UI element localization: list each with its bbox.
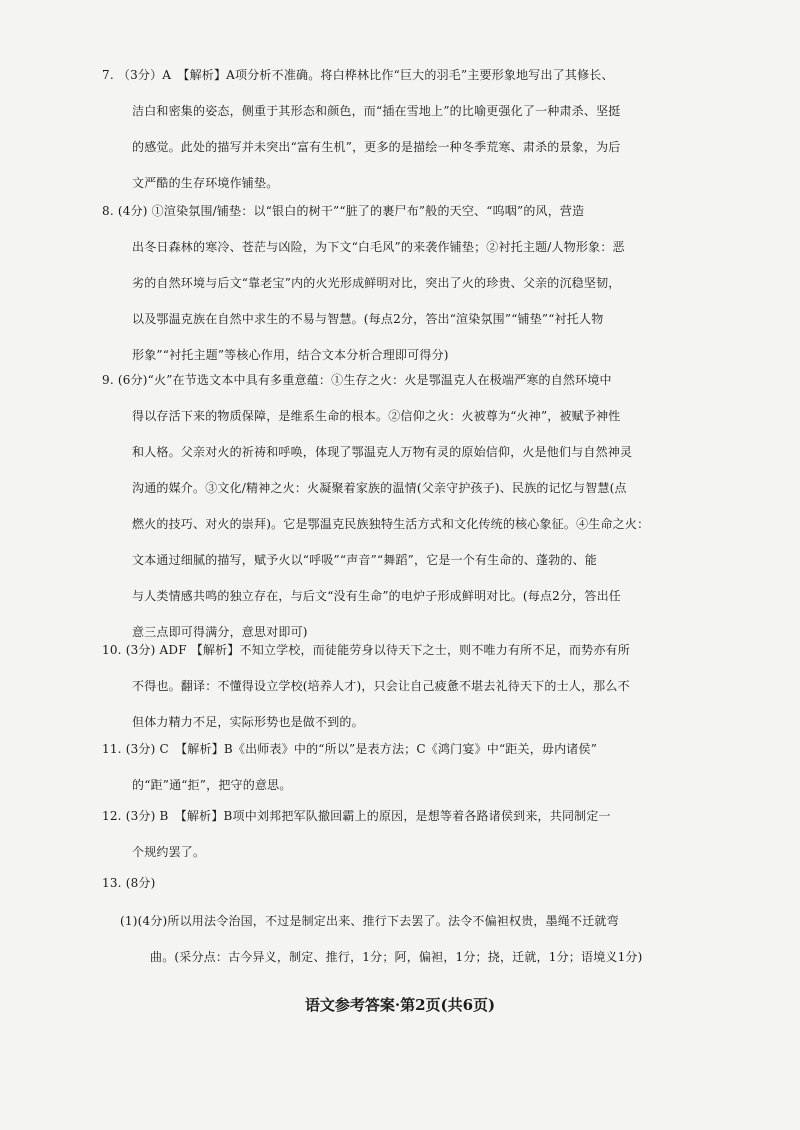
text-line: 燃火的技巧、对火的崇拜)。它是鄂温克民族独特生活方式和文化传统的核心象征。④生命之火： <box>132 517 650 531</box>
answer-q7 <box>102 57 702 201</box>
text-line: 13. (8分) <box>102 876 156 890</box>
text-line: 11. (3分) C 【解析】B《出师表》中的“所以”是表方法；C《鸿门宴》中“距关，毋内诸侯” <box>102 742 598 756</box>
text-line: 曲。(采分点：古今异义，制定、推行，1分；阿，偏袒，1分；挠，迁就，1分；语境义1分) <box>150 950 643 964</box>
text-line: 7. （3分）A 【解析】A项分析不准确。将白桦林比作“巨大的羽毛”主要形象地写出了其修长、 <box>102 68 614 82</box>
text-line: 10. (3分) ADF 【解析】不知立学校，而徒能劳身以待天下之士，则不唯力有所不足，而势亦有所 <box>102 643 630 657</box>
text-line: 以及鄂温克族在自然中求生的不易与智慧。(每点2分，答出“渲染氛围”“铺垫”“衬托人物 <box>132 312 604 326</box>
text-line: 的“距”通“拒”，把守的意思。 <box>132 778 292 792</box>
text-line: 与人类情感共鸣的独立存在，与后文“没有生命”的电炉子形成鲜明对比。(每点2分，答出任 <box>132 589 621 603</box>
text-line: 个规约罢了。 <box>132 845 206 859</box>
answer-q13-1 <box>102 903 702 975</box>
answer-q8 <box>102 193 702 373</box>
text-line: 和人格。父亲对火的祈祷和呼唤，体现了鄂温克人万物有灵的原始信仰，火是他们与自然神灵 <box>132 445 633 459</box>
text-line: 劣的自然环境与后文“靠老宝”内的火光形成鲜明对比，突出了火的珍贵、父亲的沉稳坚韧， <box>132 276 621 290</box>
text-line: 文严酷的生存环境作铺垫。 <box>132 176 279 190</box>
answer-q11 <box>102 731 702 803</box>
text-line: 沟通的媒介。③文化/精神之火：火凝聚着家族的温情(父亲守护孩子)、民族的记忆与智慧(点 <box>132 481 627 495</box>
text-line: 的感觉。此处的描写并未突出“富有生机”，更多的是描绘一种冬季荒寒、肃杀的景象，为后 <box>132 140 621 154</box>
text-line: 出冬日森林的寒冷、苍茫与凶险，为下文“白毛风”的来袭作铺垫；②衬托主题/人物形象：恶 <box>132 240 625 254</box>
text-line: 得以存活下来的物质保障，是维系生命的根本。②信仰之火：火被尊为“火神”，被赋予神性 <box>132 409 621 423</box>
answer-q13 <box>102 865 702 901</box>
text-line: 文本通过细腻的描写，赋予火以“呼吸”“声音”“舞蹈”，它是一个有生命的、蓬勃的、能 <box>132 553 598 567</box>
page-footer: 语文参考答案·第2页(共6页) <box>304 996 496 1014</box>
text-line: 8. (4分) ①渲染氛围/铺垫：以“银白的树干”“脏了的裹尸布”般的天空、“呜咽”的风，营造 <box>102 204 585 218</box>
text-line: 12. (3分) B 【解析】B项中刘邦把军队撤回霸上的原因，是想等着各路诸侯到来，共同制定一 <box>102 809 611 823</box>
text-line: 但体力精力不足，实际形势也是做不到的。 <box>132 715 364 729</box>
answer-q10 <box>102 632 702 740</box>
answer-q12 <box>102 798 702 870</box>
text-line: 意三点即可得满分，意思对即可) <box>132 625 308 639</box>
answer-q9 <box>102 362 702 650</box>
text-line: 不得也。翻译：不懂得设立学校(培养人才)，只会让自己疲惫不堪去礼待天下的士人，那么不 <box>132 679 630 693</box>
text-line: (1)(4分)所以用法令治国，不过是制定出来、推行下去罢了。法令不偏袒权贵，墨绳不迁就弯 <box>120 914 619 928</box>
text-line: 9. (6分)“火”在节选文本中具有多重意蕴：①生存之火：火是鄂温克人在极端严寒的自然环境中 <box>102 373 612 387</box>
text-line: 形象”“衬托主题”等核心作用，结合文本分析合理即可得分) <box>132 348 449 362</box>
text-line: 洁白和密集的姿态，侧重于其形态和颜色，而“插在雪地上”的比喻更强化了一种肃杀、坚挺 <box>132 104 621 118</box>
